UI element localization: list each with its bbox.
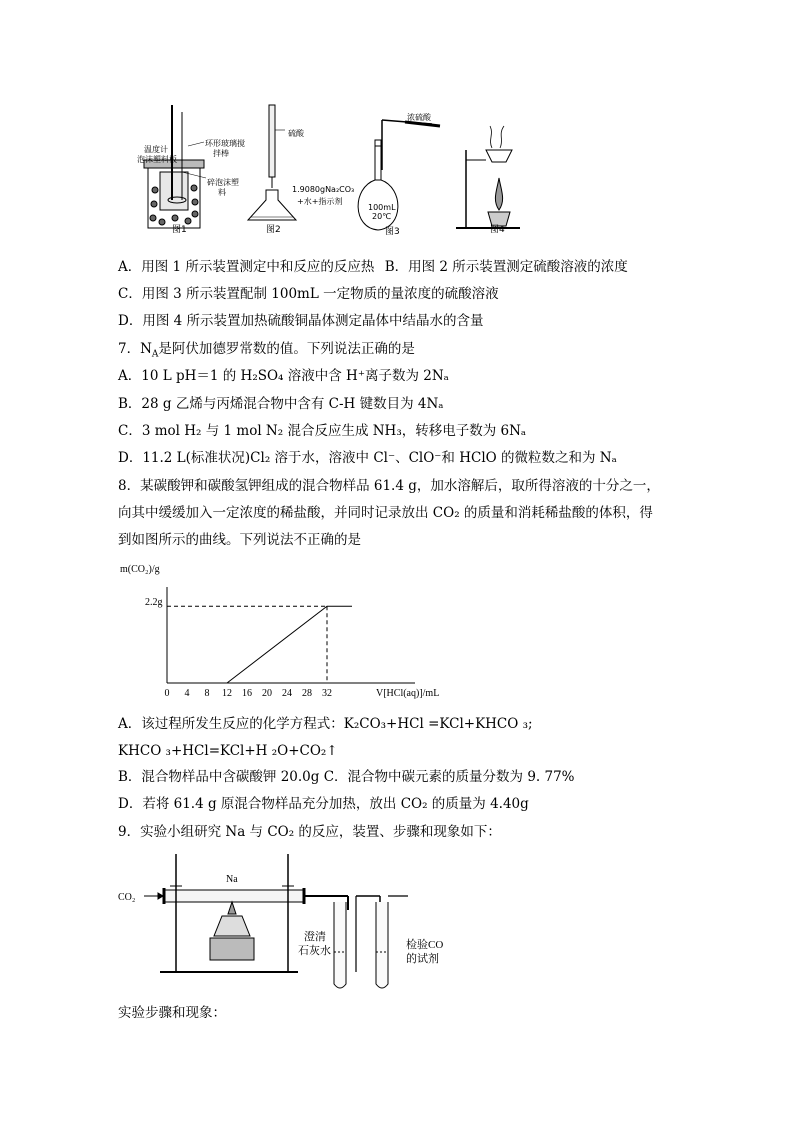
reaction-tube bbox=[164, 890, 304, 902]
limewater-tube bbox=[334, 902, 346, 988]
x-tick-8: 8 bbox=[204, 688, 210, 699]
limewater-label-1: 澄清 bbox=[304, 931, 326, 943]
co2-hcl-chart bbox=[112, 560, 472, 705]
x-tick-12: 12 bbox=[222, 688, 232, 699]
q7-stem: 7．$N_A$是阿伏加德罗常数的值。下列说法正确的是 bbox=[118, 341, 415, 360]
x-tick-20: 20 bbox=[262, 688, 272, 699]
q7-option-a: A．10 L pH＝1 的 H₂SO₄ 溶液中含 H⁺离子数为 2Nₐ bbox=[118, 368, 449, 384]
fig1-stirrer-label-2: 拌棒 bbox=[213, 149, 229, 158]
fig4-heating bbox=[456, 126, 520, 228]
q7-na-symbol: N bbox=[140, 341, 152, 357]
fig1-thermometer-label: 温度计 bbox=[144, 145, 168, 154]
q8-stem-2: 向其中缓缓加入一定浓度的稀盐酸，并同时记录放出 CO₂ 的质量和消耗稀盐酸的体积，得 bbox=[118, 505, 653, 521]
x-tick-32: 32 bbox=[322, 688, 332, 699]
fig3-flask-label-1: 100mL bbox=[368, 203, 396, 212]
fig4-crucible bbox=[486, 150, 512, 162]
fig4-caption: 图4 bbox=[490, 225, 505, 235]
q9-apparatus bbox=[118, 852, 448, 1002]
q7-na-subscript: A bbox=[151, 349, 159, 360]
q7-option-d: D．11.2 L(标准状况)Cl₂ 溶于水，溶液中 Cl⁻、ClO⁻和 HClO 的微粒数之和为 Nₐ bbox=[118, 450, 617, 466]
fig3-acid-label: 浓硫酸 bbox=[407, 113, 431, 122]
q8-stem-1: 8．某碳酸钾和碳酸氢钾组成的混合物样品 61.4 g，加水溶解后，取所得溶液的十分之一， bbox=[118, 478, 660, 494]
fig3-volumetric bbox=[358, 120, 440, 230]
fig2-caption: 图2 bbox=[266, 225, 281, 235]
q8-stem-3: 到如图所示的曲线。下列说法不正确的是 bbox=[118, 532, 361, 548]
x-tick-16: 16 bbox=[242, 688, 252, 699]
q7-option-b: B．28 g 乙烯与丙烯混合物中含有 C-H 键数目为 4Nₐ bbox=[118, 396, 444, 412]
chart-ylabel: m(CO₂)/g bbox=[120, 564, 160, 575]
na-label: Na bbox=[226, 874, 238, 885]
limewater-label-2: 石灰水 bbox=[298, 945, 331, 957]
co2-label: CO₂ bbox=[118, 892, 136, 903]
x-tick-24: 24 bbox=[282, 688, 292, 699]
chart-xlabel: V[HCl(aq)]/mL bbox=[376, 688, 440, 699]
q6-option-d: D．用图 4 所示装置加热硫酸铜晶体测定晶体中结晶水的含量 bbox=[118, 313, 484, 329]
fig2-flask bbox=[248, 190, 296, 220]
q7-option-c: C．3 mol H₂ 与 1 mol N₂ 混合反应生成 NH₃，转移电子数为 6Nₐ bbox=[118, 423, 527, 439]
x-tick-28: 28 bbox=[302, 688, 312, 699]
x-tick-0: 0 bbox=[164, 688, 170, 699]
q9-stem: 9．实验小组研究 Na 与 CO₂ 的反应，装置、步骤和现象如下： bbox=[118, 824, 501, 840]
fig1-inner-beaker bbox=[160, 172, 188, 210]
chart-y-tick-label: 2.2g bbox=[145, 597, 163, 608]
q8-option-a-2: KHCO ₃+HCl=KCl+H ₂O+CO₂↑ bbox=[118, 743, 338, 759]
fig3-caption: 图3 bbox=[385, 227, 400, 237]
q6-option-a: A．用图 1 所示装置测定中和反应的反应热 bbox=[118, 259, 375, 275]
q6-option-ab bbox=[118, 258, 628, 276]
co2-curve bbox=[227, 606, 352, 683]
fig2-burette bbox=[269, 105, 275, 177]
fig1-stirrer-label-1: 环形玻璃搅 bbox=[205, 139, 245, 148]
spirit-lamp bbox=[214, 916, 250, 936]
q6-option-b: B．用图 2 所示装置测定硫酸溶液的浓度 bbox=[384, 259, 628, 275]
figure-row bbox=[120, 100, 530, 240]
fig3-flask-label-2: 20℃ bbox=[372, 212, 392, 221]
x-tick-4: 4 bbox=[184, 688, 190, 699]
co-test-label-2: 的试剂 bbox=[406, 953, 439, 965]
fig2-acid-label: 硫酸 bbox=[288, 129, 304, 138]
fig1-foam-board-label: 泡沫塑料板 bbox=[137, 155, 177, 164]
apparatus-figures bbox=[120, 100, 530, 240]
fig1-caption: 图1 bbox=[172, 225, 187, 235]
fig1-calorimeter bbox=[144, 105, 206, 228]
q8-option-bc: B．混合物样品中含碳酸钾 20.0g C．混合物中碳元素的质量分数为 9. 77% bbox=[118, 769, 575, 785]
fig2-titration bbox=[248, 105, 296, 220]
q6-option-c: C．用图 3 所示装置配制 100mL 一定物质的量浓度的硫酸溶液 bbox=[118, 286, 499, 302]
co-test-tube bbox=[376, 902, 388, 988]
fig1-broken-foam-label-2: 料 bbox=[218, 188, 226, 197]
q8-option-d: D．若将 61.4 g 原混合物样品充分加热，放出 CO₂ 的质量为 4.40g bbox=[118, 796, 529, 812]
fig1-broken-foam-label-1: 碎泡沫塑 bbox=[207, 178, 239, 187]
lamp-block bbox=[210, 938, 254, 960]
q8-option-a-1: A．该过程所发生反应的化学方程式：K₂CO₃+HCl =KCl+KHCO ₃; bbox=[118, 716, 533, 732]
q9-steps-heading: 实验步骤和现象： bbox=[118, 1005, 226, 1021]
co-test-label-1: 检验CO bbox=[406, 939, 444, 951]
fig2-sample-label-1: 1.9080gNa₂CO₃ bbox=[292, 185, 355, 194]
fig2-sample-label-2: +水+指示剂 bbox=[297, 197, 343, 206]
q7-stem-text: 是阿伏加德罗常数的值。下列说法正确的是 bbox=[158, 341, 415, 357]
